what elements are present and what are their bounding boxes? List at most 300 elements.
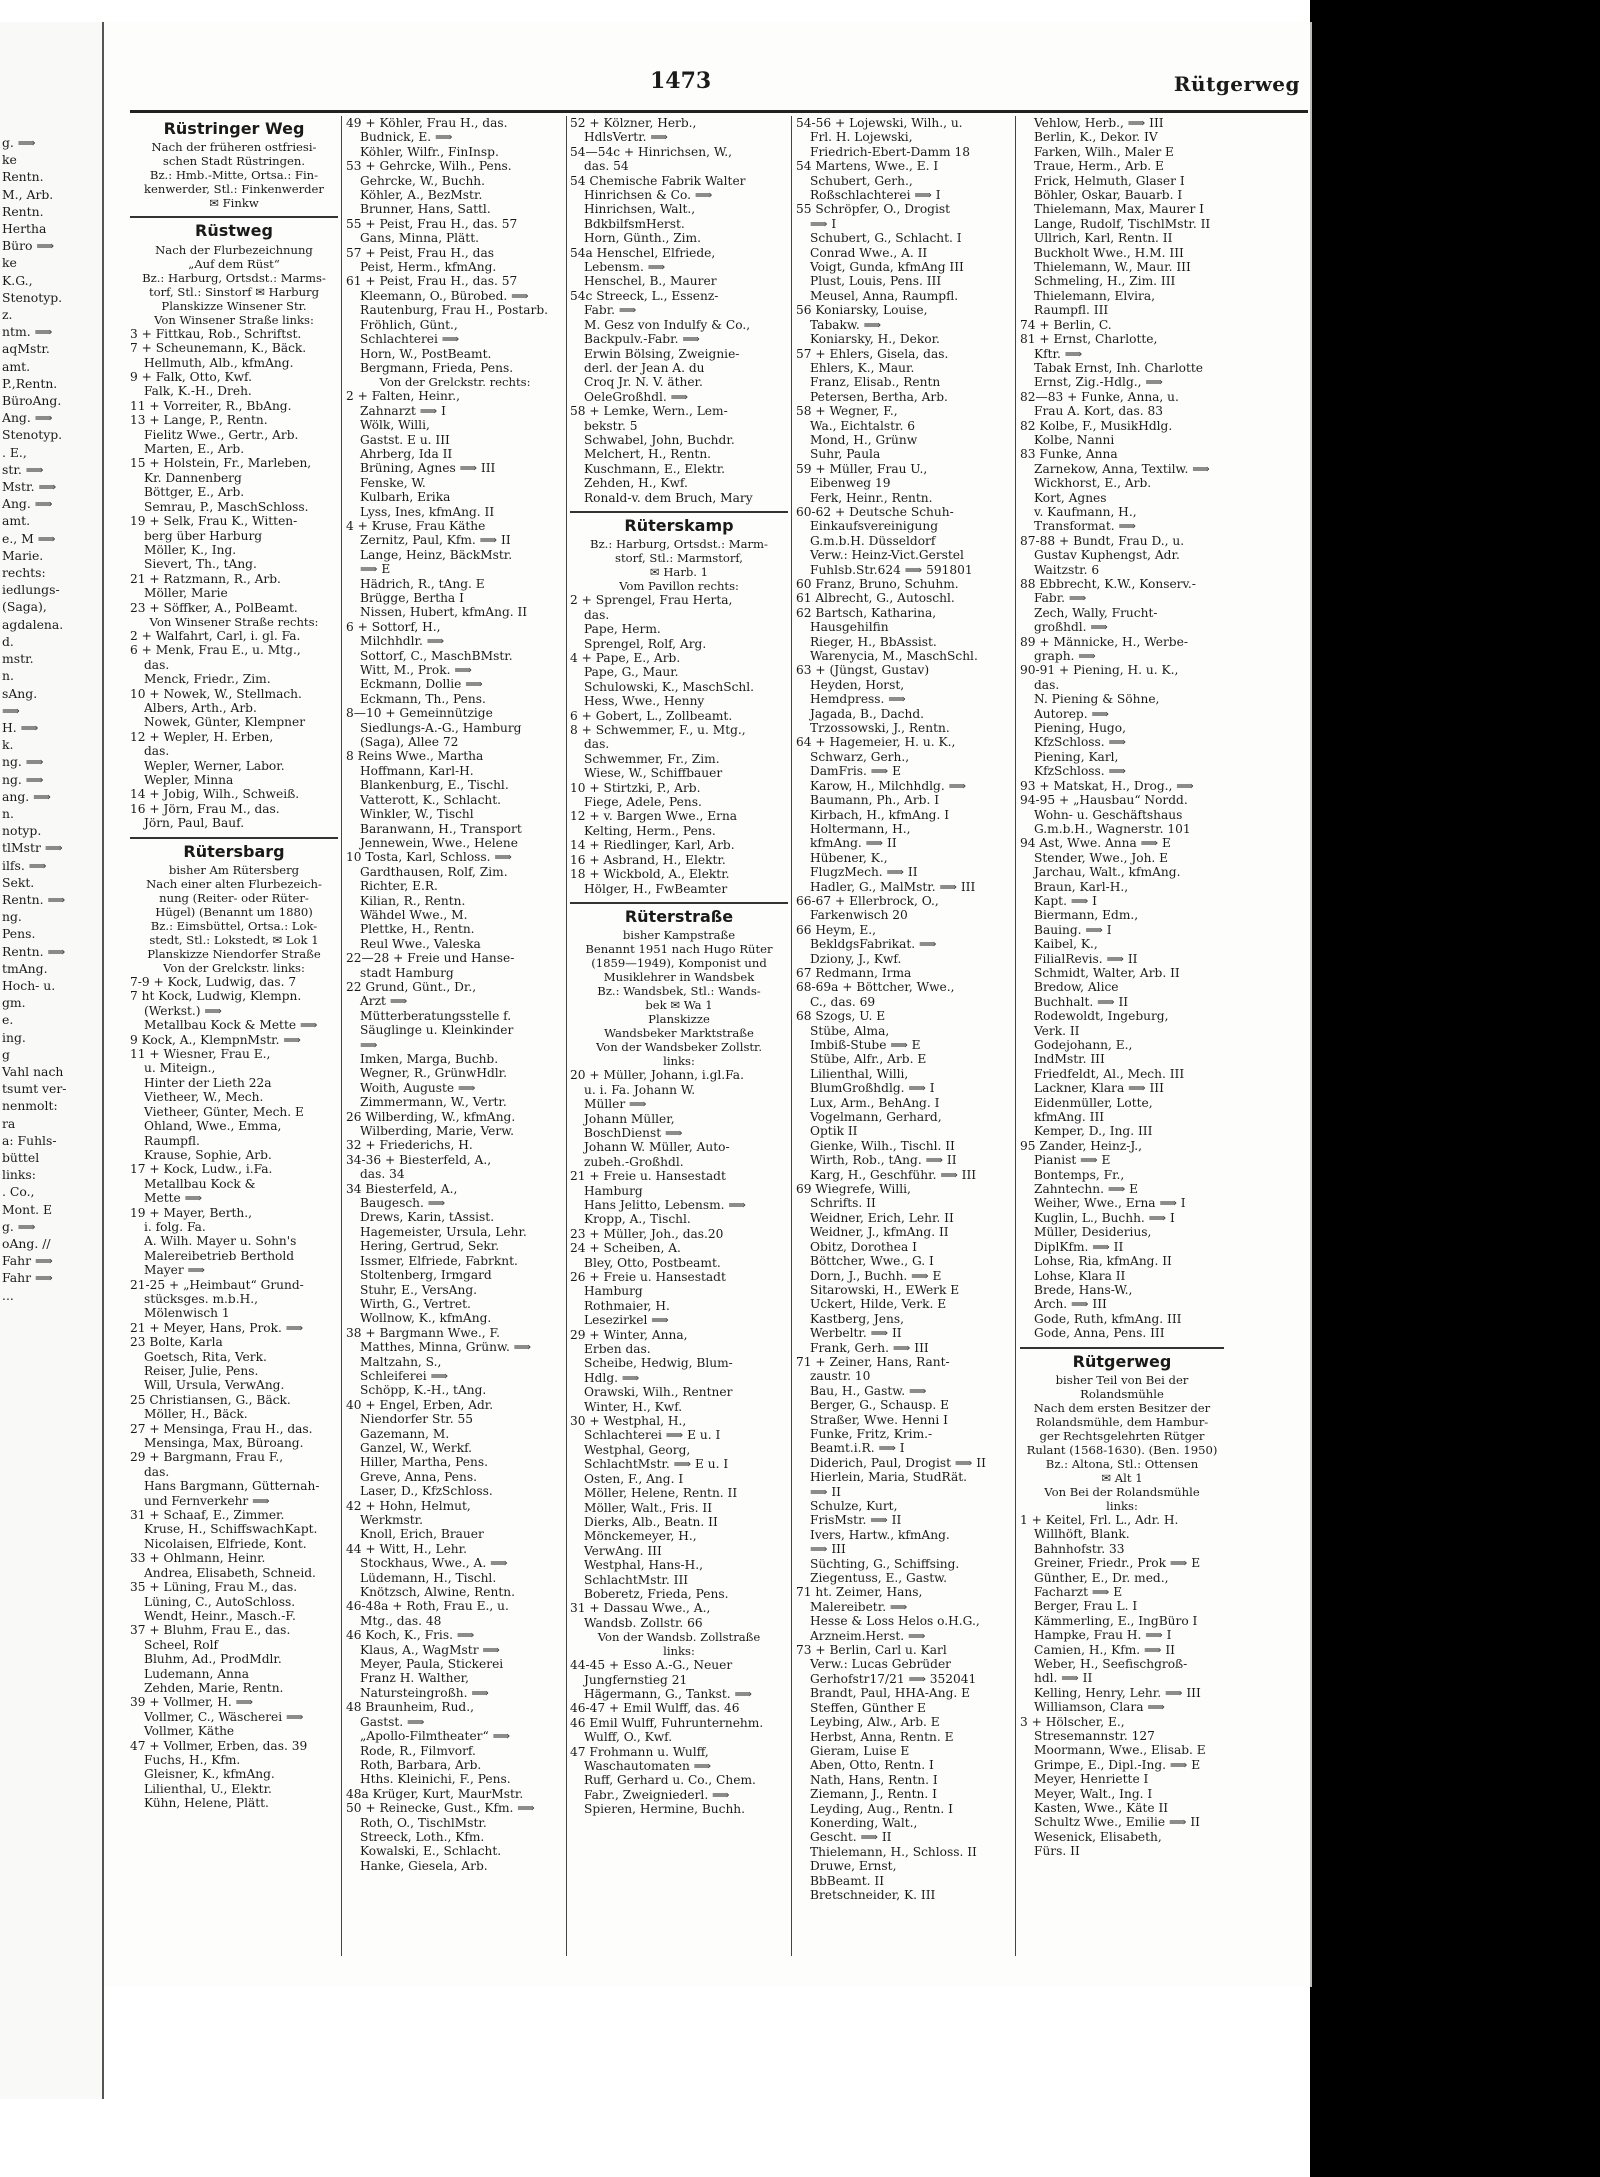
street-note: Vom Pavillon rechts:	[619, 579, 739, 594]
house-number-entry: 20 + Müller, Johann, i.gl.Fa.	[570, 1068, 744, 1083]
house-number-entry: 44 + Witt, H., Lehr.	[346, 1541, 467, 1556]
street-note: Bz.: Altona, Stl.: Ottensen	[1045, 1456, 1199, 1471]
resident-entry: Schmeling, H., Zim. III	[1034, 274, 1176, 289]
resident-entry: Frl. H. Lojewski,	[810, 130, 913, 145]
margin-fragment: Rentn.	[2, 169, 44, 185]
margin-fragment: amt.	[2, 358, 31, 374]
house-number-entry: 3 + Fittkau, Rob., Schriftst.	[130, 326, 302, 341]
street-note: Von Winsener Straße links:	[154, 312, 314, 327]
street-note: Benannt 1951 nach Hugo Rüter	[585, 942, 773, 957]
resident-entry: Vietheer, Günter, Mech. E	[144, 1104, 304, 1119]
resident-entry: Mond, H., Grünw	[810, 432, 918, 447]
resident-entry: Facharzt ⟹ E	[1034, 1584, 1123, 1599]
resident-entry: Nicolaisen, Elfriede, Kont.	[144, 1536, 307, 1551]
directory-column-2	[346, 116, 564, 1956]
margin-fragment: Ang. ⟹	[2, 496, 53, 512]
resident-entry: Mayer ⟹	[144, 1263, 206, 1278]
resident-entry: Osten, F., Ang. I	[584, 1471, 684, 1486]
section-rule	[130, 216, 338, 218]
resident-entry: Mette ⟹	[144, 1191, 203, 1206]
resident-entry: VerwAng. III	[584, 1543, 662, 1558]
resident-entry: Gleisner, K., kfmAng.	[144, 1767, 275, 1782]
house-number-entry: 2 + Falten, Heinr.,	[346, 389, 461, 404]
column-divider	[566, 116, 567, 1956]
margin-fragment: büttel	[2, 1149, 40, 1165]
resident-entry: Ehlers, K., Maur.	[810, 360, 915, 375]
resident-entry: Piening, Hugo,	[1034, 721, 1126, 736]
resident-entry: Gastst. E u. III	[360, 432, 450, 447]
margin-fragment: Mont. E	[2, 1201, 53, 1217]
house-number-entry: 21 + Freie u. Hansestadt	[570, 1169, 726, 1184]
street-note: Von Bei der Rolandsmühle	[1044, 1484, 1200, 1499]
house-number-entry: 57 + Ehlers, Gisela, das.	[796, 346, 949, 361]
resident-entry: Moormann, Wwe., Elisab. E	[1034, 1743, 1206, 1758]
resident-entry: Berger, Frau L. I	[1034, 1599, 1138, 1614]
house-number-entry: 63 + (Jüngst, Gustav)	[796, 663, 930, 678]
resident-entry: Möller, K., Ing.	[144, 542, 237, 557]
margin-fragment: Rentn.	[2, 203, 44, 219]
house-number-entry: 4 + Kruse, Frau Käthe	[346, 518, 486, 533]
margin-fragment: g. ⟹	[2, 1218, 36, 1234]
resident-entry: Wirth, G., Vertret.	[360, 1296, 471, 1311]
resident-entry: Werkmstr.	[360, 1513, 424, 1527]
resident-entry: Lyss, Ines, kfmAng. II	[360, 504, 495, 519]
resident-entry: Richter, E.R.	[360, 879, 438, 894]
resident-entry: Wesenick, Elisabeth,	[1034, 1829, 1162, 1844]
house-number-entry: 15 + Holstein, Fr., Marleben,	[130, 456, 312, 471]
resident-entry: Kelling, Henry, Lehr. ⟹ III	[1034, 1685, 1201, 1700]
resident-entry: das.	[144, 657, 170, 672]
resident-entry: Zahntechn. ⟹ E	[1034, 1182, 1139, 1197]
house-number-entry: 23 + Söffker, A., PolBeamt.	[130, 600, 298, 615]
margin-fragment: oAng. //	[2, 1236, 51, 1251]
house-number-entry: 11 + Vorreiter, R., BbAng.	[130, 398, 292, 413]
house-number-entry: 1 + Keitel, Frl. L., Adr. H.	[1020, 1512, 1179, 1527]
house-number-entry: 8 + Schwemmer, F., u. Mtg.,	[570, 723, 746, 738]
resident-entry: Zahnarzt ⟹ I	[360, 403, 446, 418]
resident-entry: Lilienthal, Willi,	[810, 1066, 909, 1081]
street-heading: Rüstweg	[195, 221, 273, 241]
resident-entry: Eidenmüller, Lotte,	[1034, 1095, 1153, 1110]
house-number-entry: 26 + Freie u. Hansestadt	[570, 1270, 726, 1284]
resident-entry: Ernst, Zig.-Hdlg., ⟹	[1034, 375, 1163, 390]
resident-entry: Hausgehilfin	[810, 620, 889, 635]
margin-fragment: agdalena.	[2, 616, 64, 632]
resident-entry: Straßer, Wwe. Henni I	[810, 1412, 948, 1427]
street-note: nung (Reiter- oder Rüter-	[159, 891, 309, 906]
resident-entry: Greve, Anna, Pens.	[360, 1469, 477, 1484]
street-note: Planskizze Winsener Str.	[161, 298, 307, 313]
street-note: Von der Grelckstr. links:	[163, 961, 305, 976]
resident-entry: Fröhlich, Günt.,	[360, 317, 458, 332]
house-number-entry: 21-25 + „Heimbaut“ Grund-	[130, 1277, 304, 1292]
directory-column-3	[570, 116, 788, 1956]
resident-entry: Boberetz, Frieda, Pens.	[584, 1586, 729, 1601]
resident-entry: Vatterott, K., Schlacht.	[360, 792, 502, 807]
resident-entry: Tabakw. ⟹	[810, 317, 882, 332]
resident-entry: Zernitz, Paul, Kfm. ⟹ II	[360, 533, 511, 548]
directory-column-5	[1020, 116, 1224, 1956]
resident-entry: Ludemann, Anna	[144, 1666, 249, 1681]
house-number-entry: 4 + Pape, E., Arb.	[570, 651, 681, 665]
resident-entry: Hädrich, R., tAng. E	[360, 576, 485, 591]
house-number-entry: 60 Franz, Bruno, Schuhm.	[796, 577, 959, 591]
resident-entry: Kapt. ⟹ I	[1034, 893, 1097, 908]
house-number-entry: 55 Schröpfer, O., Drogist	[796, 202, 951, 217]
resident-entry: Wohn- u. Geschäftshaus	[1034, 807, 1183, 822]
resident-entry: Uckert, Hilde, Verk. E	[810, 1297, 947, 1312]
street-note: stedt, Stl.: Lokstedt, ✉ Lok 1	[149, 933, 319, 948]
resident-entry: Kulbarh, Erika	[360, 490, 451, 505]
resident-entry: Thielemann, W., Maur. III	[1034, 260, 1191, 275]
house-number-entry: 12 + v. Bargen Wwe., Erna	[570, 809, 738, 824]
resident-entry: Gescht. ⟹ II	[810, 1830, 892, 1845]
resident-entry: u. i. Fa. Johann W.	[584, 1082, 696, 1097]
margin-fragment: ra	[2, 1115, 16, 1131]
resident-entry: Gazemann, M.	[360, 1426, 450, 1441]
resident-entry: Jennewein, Wwe., Helene	[360, 835, 518, 850]
resident-entry: Buchhalt. ⟹ II	[1034, 994, 1129, 1009]
resident-entry: A. Wilh. Mayer u. Sohn's	[144, 1234, 297, 1249]
resident-entry: Müller, Desiderius,	[1034, 1225, 1152, 1240]
house-number-entry: 62 Bartsch, Katharina,	[796, 605, 937, 620]
house-number-entry: 49 + Köhler, Frau H., das.	[346, 116, 508, 130]
resident-entry: G.m.b.H. Düsseldorf	[810, 533, 936, 548]
street-heading: Rütersbarg	[183, 841, 285, 861]
resident-entry: Druwe, Ernst,	[810, 1859, 897, 1874]
resident-entry: IndMstr. III	[1034, 1052, 1105, 1067]
house-number-entry: 44-45 + Esso A.-G., Neuer	[570, 1658, 733, 1673]
resident-entry: Karg, H., Geschführ. ⟹ III	[810, 1167, 977, 1182]
directory-column-4	[796, 116, 1012, 1956]
house-number-entry: 37 + Bluhm, Frau E., das.	[130, 1623, 291, 1638]
margin-fragment: Mstr. ⟹	[2, 479, 57, 495]
resident-entry: BbBeamt. II	[810, 1873, 885, 1888]
house-number-entry: 19 + Selk, Frau K., Witten-	[130, 514, 298, 529]
resident-entry: Hampke, Frau H. ⟹ I	[1034, 1628, 1172, 1643]
resident-entry: Bahnhofstr. 33	[1034, 1541, 1125, 1556]
resident-entry: Brandt, Paul, HHA-Ang. E	[810, 1686, 971, 1701]
resident-entry: Horn, W., PostBeamt.	[360, 346, 492, 361]
resident-entry: Meyer, Paula, Stickerei	[360, 1657, 504, 1672]
resident-entry: BlumGroßhdlg. ⟹ I	[810, 1081, 935, 1096]
house-number-entry: 29 + Bargmann, Frau F.,	[130, 1450, 284, 1465]
resident-entry: Bley, Otto, Postbeamt.	[584, 1255, 721, 1270]
resident-entry: Wickhorst, E., Arb.	[1034, 476, 1152, 491]
resident-entry: Rodewoldt, Ingeburg,	[1034, 1009, 1169, 1024]
resident-entry: das.	[1034, 677, 1060, 692]
resident-entry: Bluhm, Ad., ProdMdlr.	[144, 1652, 282, 1667]
resident-entry: Orawski, Wilh., Rentner	[584, 1385, 733, 1400]
house-number-entry: 3 + Hölscher, E.,	[1020, 1714, 1125, 1729]
margin-fragment: tsumt ver-	[2, 1081, 67, 1097]
resident-entry: Mtg., das. 48	[360, 1613, 442, 1628]
resident-entry: Schultz Wwe., Emilie ⟹ II	[1034, 1815, 1200, 1830]
house-number-entry: 7 ht Kock, Ludwig, Klempn.	[130, 989, 302, 1004]
resident-entry: Hinter der Lieth 22a	[144, 1075, 272, 1090]
resident-entry: Thielemann, H., Schloss. II	[810, 1844, 977, 1859]
resident-entry: Hadler, G., MalMstr. ⟹ III	[810, 879, 976, 894]
house-number-entry: 38 + Bargmann Wwe., F.	[346, 1325, 500, 1340]
street-note: ger Rechtsgelehrten Rütger	[1039, 1428, 1205, 1443]
street-note: bisher Am Rütersberg	[168, 863, 300, 878]
resident-entry: Verw.: Heinz-Vict.Gerstel	[810, 548, 964, 563]
margin-fragment: ke	[2, 152, 17, 168]
resident-entry: Kelting, Herm., Pens.	[584, 823, 716, 838]
running-head: Rütgerweg	[1173, 72, 1300, 96]
page-header	[130, 62, 1310, 98]
house-number-entry: 27 + Mensinga, Frau H., das.	[130, 1421, 313, 1436]
resident-entry: Möller, Walt., Fris. II	[584, 1500, 713, 1515]
resident-entry: Schwarz, Gerh.,	[810, 749, 910, 764]
margin-fragment: Stenotyp.	[2, 427, 63, 443]
resident-entry: Fabr. ⟹	[1034, 591, 1087, 606]
resident-entry: Farkenwisch 20	[810, 908, 908, 923]
house-number-entry: 81 + Ernst, Charlotte,	[1020, 332, 1158, 347]
resident-entry: Blankenburg, E., Tischl.	[360, 778, 509, 793]
resident-entry: Meyer, Henriette I	[1034, 1772, 1149, 1787]
resident-entry: Hanke, Giesela, Arb.	[360, 1858, 488, 1873]
street-note: Nach der früheren ostfriesi-	[151, 140, 317, 155]
resident-entry: Schulze, Kurt,	[810, 1499, 898, 1513]
resident-entry: Knoll, Erich, Brauer	[360, 1527, 484, 1542]
resident-entry: Fiege, Adele, Pens.	[584, 795, 702, 810]
resident-entry: BekldgsFabrikat. ⟹	[810, 937, 937, 952]
resident-entry: Obitz, Dorothea I	[810, 1239, 917, 1254]
previous-page-margin-strip	[0, 22, 104, 2099]
house-number-entry: 48a Krüger, Kurt, MaurMstr.	[346, 1786, 524, 1801]
resident-entry: Zehden, Marie, Rentn.	[144, 1680, 284, 1695]
resident-entry: Frick, Helmuth, Glaser I	[1034, 173, 1185, 188]
resident-entry: Westphal, Georg,	[584, 1442, 691, 1457]
resident-entry: Ullrich, Karl, Rentn. II	[1034, 231, 1173, 246]
margin-fragment: Vahl nach	[2, 1063, 64, 1079]
resident-entry: Wepler, Werner, Labor.	[144, 758, 285, 773]
resident-entry: derl. der Jean A. du	[584, 360, 705, 375]
resident-entry: das. 54	[584, 159, 629, 174]
resident-entry: Kruse, H., SchiffswachKapt.	[144, 1522, 318, 1537]
resident-entry: das. 34	[360, 1167, 405, 1182]
resident-entry: Kämmerling, E., IngBüro I	[1034, 1613, 1198, 1628]
resident-entry: und Fernverkehr ⟹	[144, 1493, 270, 1508]
margin-fragment: ntm. ⟹	[2, 324, 53, 340]
resident-entry: Konerding, Walt.,	[810, 1815, 918, 1830]
margin-fragment: ...	[2, 1287, 14, 1303]
resident-entry: Knötzsch, Alwine, Rentn.	[360, 1585, 515, 1600]
resident-entry: Metallbau Kock & Mette ⟹	[144, 1018, 318, 1033]
house-number-entry: 29 + Winter, Anna,	[570, 1327, 688, 1342]
margin-fragment: Ang. ⟹	[2, 410, 53, 426]
resident-entry: Hagemeister, Ursula, Lehr.	[360, 1224, 527, 1239]
resident-entry: kfmAng. ⟹ II	[810, 836, 897, 851]
resident-entry: Sprengel, Rolf, Arg.	[584, 636, 707, 651]
resident-entry: BdkbilfsmHerst.	[584, 216, 685, 231]
resident-entry: Hinrichsen, Walt.,	[584, 202, 696, 217]
resident-entry: Schöpp, K.-H., tAng.	[360, 1383, 487, 1398]
resident-entry: G.m.b.H., Wagnerstr. 101	[1034, 821, 1191, 836]
resident-entry: Schulowski, K., MaschSchl.	[584, 679, 755, 694]
resident-entry: Eckmann, Th., Pens.	[360, 691, 486, 706]
resident-entry: zaustr. 10	[810, 1369, 871, 1384]
resident-entry: Berger, G., Schausp. E	[810, 1398, 950, 1413]
house-number-entry: 95 Zander, Heinz-J.,	[1020, 1138, 1143, 1153]
resident-entry: Malereibetrieb Berthold	[144, 1248, 295, 1263]
resident-entry: Grimpe, E., Dipl.-Ing. ⟹ E	[1034, 1757, 1201, 1772]
resident-entry: Bretschneider, K. III	[810, 1887, 936, 1902]
house-number-entry: 67 Redmann, Irma	[796, 965, 912, 980]
resident-entry: Henschel, B., Maurer	[584, 274, 717, 289]
resident-entry: Schlachterei ⟹ E u. I	[584, 1428, 721, 1443]
resident-entry: Friedfeldt, Al., Mech. III	[1034, 1066, 1185, 1081]
margin-fragment: notyp.	[2, 823, 42, 839]
resident-entry: Stockhaus, Wwe., A. ⟹	[360, 1556, 508, 1571]
resident-entry: Bredow, Alice	[1034, 980, 1119, 995]
house-number-entry: 47 Frohmann u. Wulff,	[570, 1744, 709, 1759]
resident-entry: DamFris. ⟹ E	[810, 764, 902, 779]
resident-entry: Wölk, Willi,	[360, 418, 430, 433]
resident-entry: Friedrich-Ebert-Damm 18	[810, 144, 970, 159]
street-note: Von Winsener Straße rechts:	[149, 614, 319, 629]
margin-fragment: amt.	[2, 513, 31, 529]
resident-entry: Weidner, Erich, Lehr. II	[810, 1210, 954, 1225]
resident-entry: Streeck, Loth., Kfm.	[360, 1829, 485, 1844]
house-number-entry: 73 + Berlin, Carl u. Karl	[796, 1643, 947, 1658]
resident-entry: Fielitz Wwe., Gertr., Arb.	[144, 427, 299, 442]
resident-entry: Möller, H., Bäck.	[144, 1407, 248, 1422]
margin-fragment: P.,Rentn.	[2, 375, 58, 391]
street-heading: Rüterstraße	[624, 906, 734, 926]
house-number-entry: 21 + Ratzmann, R., Arb.	[130, 571, 281, 586]
margin-fragment: M., Arb.	[2, 186, 54, 202]
street-note: bisher Kampstraße	[622, 928, 736, 943]
resident-entry: Franz H. Walther,	[360, 1671, 470, 1686]
resident-entry: Siedlungs-A.-G., Hamburg	[360, 720, 522, 735]
resident-entry: Conrad Wwe., A. II	[810, 245, 928, 260]
margin-fragment: d.	[2, 633, 14, 649]
resident-entry: Rieger, H., BbAssist.	[810, 634, 937, 649]
resident-entry: Lange, Rudolf, TischlMstr. II	[1034, 216, 1211, 231]
house-number-entry: 32 + Friederichs, H.	[346, 1138, 473, 1153]
resident-entry: Imken, Marga, Buchb.	[360, 1052, 499, 1066]
resident-entry: Mölenwisch 1	[144, 1306, 230, 1321]
house-number-entry: 54 Chemische Fabrik Walter	[570, 173, 746, 188]
resident-entry: Hiller, Martha, Pens.	[360, 1455, 488, 1470]
resident-entry: Bauing. ⟹ I	[1034, 922, 1112, 937]
resident-entry: M. Gesz von Indulfy & Co.,	[584, 317, 751, 332]
resident-entry: Verw.: Lucas Gebrüder	[810, 1657, 951, 1672]
resident-entry: ⟹ I	[810, 216, 837, 231]
resident-entry: Weber, H., Seefischgroß-	[1034, 1657, 1188, 1671]
resident-entry: Kasten, Wwe., Käte II	[1034, 1801, 1169, 1816]
resident-entry: Laser, D., KfzSchloss.	[360, 1484, 493, 1499]
resident-entry: Kort, Agnes	[1034, 490, 1107, 505]
resident-entry: Raumpfl. III	[1034, 303, 1109, 318]
house-number-entry: 94 Ast, Wwe. Anna ⟹ E	[1020, 836, 1171, 851]
resident-entry: Gode, Ruth, kfmAng. III	[1034, 1311, 1182, 1326]
house-number-entry: 53 + Gehrcke, Wilh., Pens.	[346, 159, 512, 174]
resident-entry: i. folg. Fa.	[144, 1219, 206, 1234]
resident-entry: Trzossowski, J., Rentn.	[810, 721, 950, 736]
resident-entry: Lohse, Ria, kfmAng. II	[1034, 1254, 1172, 1269]
resident-entry: Optik II	[810, 1124, 858, 1139]
resident-entry: Kilian, R., Rentn.	[360, 893, 466, 908]
resident-entry: Issmer, Elfriede, Fabrknt.	[360, 1253, 518, 1268]
house-number-entry: 26 Wilberding, W., kfmAng.	[346, 1109, 516, 1124]
resident-entry: Fenske, W.	[360, 475, 426, 490]
resident-entry: Sottorf, C., MaschBMstr.	[360, 648, 513, 663]
street-note: Bz.: Harburg, Ortsdst.: Marms-	[142, 270, 326, 285]
resident-entry: Wiese, W., Schiffbauer	[584, 766, 723, 781]
resident-entry: Braun, Karl-H.,	[1034, 879, 1129, 894]
resident-entry: Thielemann, Elvira,	[1034, 288, 1156, 303]
resident-entry: Roth, O., TischlMstr.	[360, 1815, 487, 1830]
resident-entry: Reul Wwe., Valeska	[360, 936, 481, 951]
resident-entry: Kuglin, L., Buchh. ⟹ I	[1034, 1210, 1175, 1225]
resident-entry: Wulff, O., Kwf.	[584, 1730, 673, 1745]
resident-entry: Bontemps, Fr.,	[1034, 1167, 1125, 1182]
margin-fragment: aqMstr.	[2, 341, 50, 357]
resident-entry: ⟹ II	[810, 1484, 841, 1499]
resident-entry: graph. ⟹	[1034, 649, 1096, 664]
margin-fragment: . Co.,	[2, 1184, 35, 1200]
house-number-entry: 68 Szogs, U. E	[796, 1009, 886, 1024]
resident-entry: Pianist ⟹ E	[1034, 1153, 1111, 1168]
house-number-entry: 69 Wiegrefe, Willi,	[796, 1182, 911, 1197]
resident-entry: Ronald-v. dem Bruch, Mary	[584, 490, 753, 505]
resident-entry: Jarchau, Walt., kfmAng.	[1034, 865, 1181, 880]
resident-entry: Einkaufsvereinigung	[810, 519, 938, 534]
street-note: bisher Teil von Bei der	[1055, 1372, 1189, 1387]
header-rule	[130, 110, 1308, 113]
resident-entry: Lesezirkel ⟹	[584, 1313, 669, 1328]
street-heading: Rüstringer Weg	[163, 119, 305, 138]
house-number-entry: 10 Tosta, Karl, Schloss. ⟹	[346, 850, 512, 865]
house-number-entry: 25 Christiansen, G., Bäck.	[130, 1392, 291, 1407]
margin-fragment: ilfs. ⟹	[2, 857, 47, 873]
resident-entry: Dierks, Alb., Beatn. II	[584, 1514, 718, 1529]
resident-entry: Wa., Eichtalstr. 6	[810, 418, 916, 433]
resident-entry: Hierlein, Maria, StudRät.	[810, 1470, 968, 1485]
street-note: Wandsbeker Marktstraße	[604, 1026, 754, 1041]
house-number-entry: 16 + Asbrand, H., Elektr.	[570, 852, 726, 867]
resident-entry: Imbiß-Stube ⟹ E	[810, 1038, 921, 1052]
resident-entry: Plust, Louis, Pens. III	[810, 274, 942, 289]
street-note: Planskizze Niendorfer Straße	[147, 947, 321, 962]
resident-entry: FlugzMech. ⟹ II	[810, 865, 918, 880]
resident-entry: Günther, E., Dr. med.,	[1034, 1570, 1169, 1585]
resident-entry: C., das. 69	[810, 994, 876, 1009]
resident-entry: Ohland, Wwe., Emma,	[144, 1119, 282, 1134]
resident-entry: Hdlg. ⟹	[584, 1370, 640, 1385]
street-heading: Rütgerweg	[1072, 1351, 1172, 1371]
street-note: links:	[663, 1054, 695, 1069]
resident-entry: Peist, Herm., kfmAng.	[360, 260, 497, 275]
resident-entry: Kuschmann, E., Elektr.	[584, 461, 726, 476]
house-number-entry: 14 + Jobig, Wilh., Schweiß.	[130, 787, 300, 802]
house-number-entry: 61 Albrecht, G., Autoschl.	[796, 591, 955, 606]
margin-fragment: tlMstr ⟹	[2, 840, 63, 856]
resident-entry: Budnick, E. ⟹	[360, 130, 453, 145]
resident-entry: „Apollo-Filmtheater“ ⟹	[360, 1729, 511, 1744]
resident-entry: Eibenweg 19	[810, 476, 891, 491]
scan-dark-border	[1310, 0, 1600, 2177]
resident-entry: DiplKfm. ⟹ II	[1034, 1239, 1124, 1254]
resident-entry: Möller, Helene, Rentn. II	[584, 1486, 738, 1501]
house-number-entry: 88 Ebbrecht, K.W., Konserv.-	[1020, 577, 1196, 591]
resident-entry: Hölger, H., FwBeamter	[584, 881, 728, 896]
resident-entry: zubeh.-Großhdl.	[584, 1154, 684, 1169]
resident-entry: Petersen, Bertha, Arb.	[810, 389, 948, 404]
